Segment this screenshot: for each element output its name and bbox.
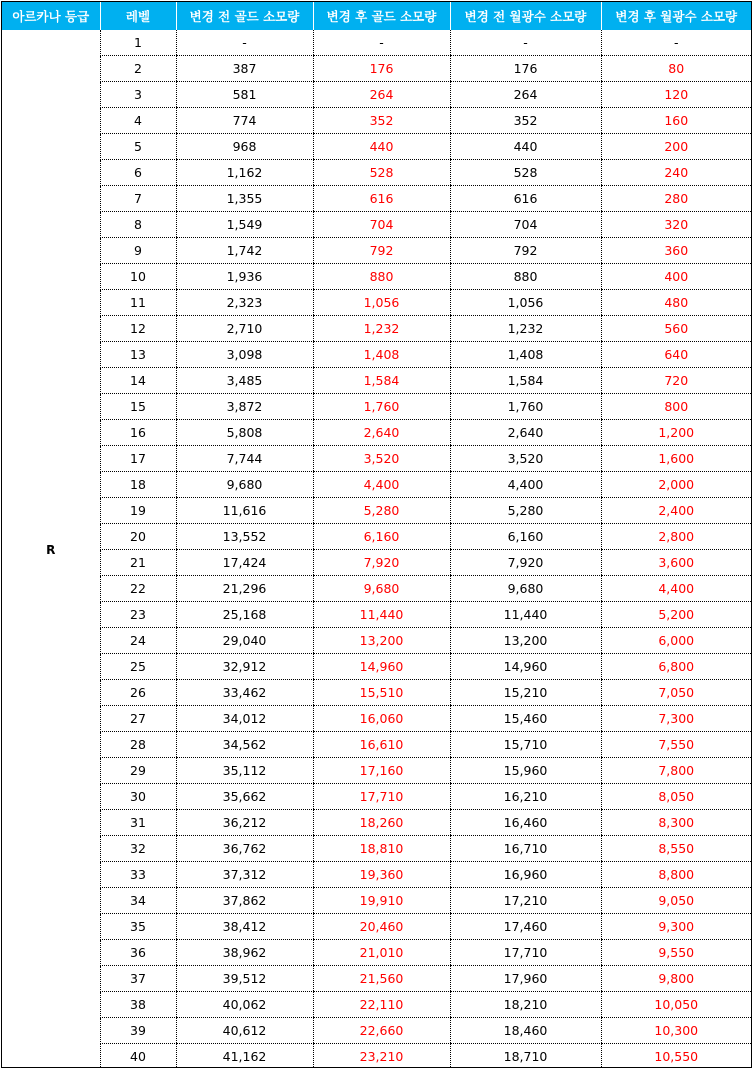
level-cell: 8: [100, 212, 176, 238]
gold-before-cell: 25,168: [176, 602, 313, 628]
moonlight-after-cell: 80: [601, 56, 751, 82]
level-cell: 3: [100, 82, 176, 108]
header-row: [2, 2, 751, 30]
gold-after-cell: 13,200: [313, 628, 450, 654]
level-cell: 22: [100, 576, 176, 602]
gold-after-cell: 22,110: [313, 992, 450, 1018]
level-cell: 31: [100, 810, 176, 836]
gold-after-cell: 21,560: [313, 966, 450, 992]
header-moonlight-before: 변경 전 월광수 소모량: [450, 2, 601, 30]
table-row: [2, 576, 751, 602]
moonlight-before-cell: 1,408: [450, 342, 601, 368]
table-row: [2, 108, 751, 134]
moonlight-before-cell: 352: [450, 108, 601, 134]
moonlight-before-cell: 15,960: [450, 758, 601, 784]
table-row: [2, 394, 751, 420]
moonlight-before-cell: 16,210: [450, 784, 601, 810]
moonlight-after-cell: 200: [601, 134, 751, 160]
table-row: [2, 628, 751, 654]
gold-before-cell: 5,808: [176, 420, 313, 446]
gold-after-cell: 22,660: [313, 1018, 450, 1044]
gold-after-cell: 14,960: [313, 654, 450, 680]
moonlight-before-cell: 2,640: [450, 420, 601, 446]
gold-before-cell: 40,612: [176, 1018, 313, 1044]
gold-before-cell: 37,862: [176, 888, 313, 914]
gold-before-cell: 39,512: [176, 966, 313, 992]
gold-before-cell: 34,562: [176, 732, 313, 758]
moonlight-before-cell: 15,710: [450, 732, 601, 758]
table-row: [2, 472, 751, 498]
moonlight-after-cell: 9,300: [601, 914, 751, 940]
header-moonlight-after: 변경 후 월광수 소모량: [601, 2, 751, 30]
level-cell: 40: [100, 1044, 176, 1069]
gold-before-cell: 38,962: [176, 940, 313, 966]
gold-after-cell: 6,160: [313, 524, 450, 550]
gold-before-cell: 2,710: [176, 316, 313, 342]
table-row: [2, 1018, 751, 1044]
moonlight-after-cell: 7,300: [601, 706, 751, 732]
level-cell: 32: [100, 836, 176, 862]
moonlight-before-cell: 1,232: [450, 316, 601, 342]
level-cell: 34: [100, 888, 176, 914]
gold-after-cell: 1,232: [313, 316, 450, 342]
gold-before-cell: 32,912: [176, 654, 313, 680]
moonlight-before-cell: 17,960: [450, 966, 601, 992]
level-cell: 35: [100, 914, 176, 940]
moonlight-before-cell: 6,160: [450, 524, 601, 550]
gold-before-cell: -: [176, 30, 313, 56]
table-row: [2, 706, 751, 732]
gold-before-cell: 1,936: [176, 264, 313, 290]
gold-after-cell: 21,010: [313, 940, 450, 966]
table-row: [2, 186, 751, 212]
gold-before-cell: 3,098: [176, 342, 313, 368]
gold-after-cell: 616: [313, 186, 450, 212]
moonlight-before-cell: -: [450, 30, 601, 56]
moonlight-before-cell: 528: [450, 160, 601, 186]
table-body: [2, 30, 751, 1068]
gold-after-cell: 23,210: [313, 1044, 450, 1069]
moonlight-before-cell: 3,520: [450, 446, 601, 472]
moonlight-after-cell: 560: [601, 316, 751, 342]
moonlight-after-cell: 7,050: [601, 680, 751, 706]
moonlight-before-cell: 1,760: [450, 394, 601, 420]
level-cell: 30: [100, 784, 176, 810]
gold-after-cell: 1,408: [313, 342, 450, 368]
table-row: [2, 342, 751, 368]
moonlight-after-cell: 240: [601, 160, 751, 186]
header-gold-after: 변경 후 골드 소모량: [313, 2, 450, 30]
moonlight-before-cell: 17,210: [450, 888, 601, 914]
table-row: [2, 810, 751, 836]
table-row: [2, 758, 751, 784]
level-cell: 16: [100, 420, 176, 446]
table-row: [2, 654, 751, 680]
moonlight-after-cell: 1,200: [601, 420, 751, 446]
level-cell: 13: [100, 342, 176, 368]
moonlight-before-cell: 176: [450, 56, 601, 82]
gold-before-cell: 1,162: [176, 160, 313, 186]
gold-before-cell: 38,412: [176, 914, 313, 940]
moonlight-after-cell: 3,600: [601, 550, 751, 576]
moonlight-before-cell: 792: [450, 238, 601, 264]
moonlight-after-cell: 320: [601, 212, 751, 238]
table-row: [2, 680, 751, 706]
table-row: [2, 524, 751, 550]
level-cell: 19: [100, 498, 176, 524]
table-row: [2, 862, 751, 888]
moonlight-after-cell: 2,000: [601, 472, 751, 498]
header-level: 레벨: [100, 2, 176, 30]
moonlight-after-cell: 2,400: [601, 498, 751, 524]
moonlight-after-cell: 10,050: [601, 992, 751, 1018]
moonlight-after-cell: 120: [601, 82, 751, 108]
gold-before-cell: 7,744: [176, 446, 313, 472]
table-row: [2, 888, 751, 914]
gold-before-cell: 37,312: [176, 862, 313, 888]
level-cell: 4: [100, 108, 176, 134]
gold-before-cell: 3,485: [176, 368, 313, 394]
moonlight-after-cell: 8,550: [601, 836, 751, 862]
level-cell: 1: [100, 30, 176, 56]
level-cell: 14: [100, 368, 176, 394]
level-cell: 12: [100, 316, 176, 342]
level-cell: 20: [100, 524, 176, 550]
moonlight-before-cell: 1,584: [450, 368, 601, 394]
moonlight-before-cell: 1,056: [450, 290, 601, 316]
gold-after-cell: 16,060: [313, 706, 450, 732]
table-row: [2, 550, 751, 576]
table-row: [2, 940, 751, 966]
level-cell: 38: [100, 992, 176, 1018]
moonlight-after-cell: 160: [601, 108, 751, 134]
gold-after-cell: 5,280: [313, 498, 450, 524]
gold-after-cell: 792: [313, 238, 450, 264]
moonlight-before-cell: 4,400: [450, 472, 601, 498]
level-cell: 23: [100, 602, 176, 628]
arcana-grade-cell: R: [46, 542, 56, 557]
table-row: [2, 264, 751, 290]
moonlight-before-cell: 16,710: [450, 836, 601, 862]
level-cell: 27: [100, 706, 176, 732]
moonlight-after-cell: 400: [601, 264, 751, 290]
moonlight-after-cell: 360: [601, 238, 751, 264]
level-cell: 15: [100, 394, 176, 420]
gold-after-cell: 3,520: [313, 446, 450, 472]
table-row: [2, 914, 751, 940]
moonlight-after-cell: 10,300: [601, 1018, 751, 1044]
gold-after-cell: 9,680: [313, 576, 450, 602]
gold-after-cell: 17,160: [313, 758, 450, 784]
level-cell: 37: [100, 966, 176, 992]
table-row: [2, 784, 751, 810]
gold-after-cell: 18,260: [313, 810, 450, 836]
table-row: [2, 368, 751, 394]
table-row: [2, 420, 751, 446]
header-arcana-grade: 아르카나 등급: [2, 2, 100, 30]
gold-after-cell: 1,584: [313, 368, 450, 394]
moonlight-after-cell: 8,050: [601, 784, 751, 810]
moonlight-after-cell: 9,800: [601, 966, 751, 992]
level-cell: 6: [100, 160, 176, 186]
gold-after-cell: 2,640: [313, 420, 450, 446]
gold-after-cell: 352: [313, 108, 450, 134]
gold-after-cell: 18,810: [313, 836, 450, 862]
table-row: [2, 498, 751, 524]
gold-before-cell: 1,742: [176, 238, 313, 264]
gold-before-cell: 33,462: [176, 680, 313, 706]
moonlight-after-cell: -: [601, 30, 751, 56]
table-row: [2, 82, 751, 108]
moonlight-before-cell: 11,440: [450, 602, 601, 628]
gold-before-cell: 2,323: [176, 290, 313, 316]
gold-before-cell: 36,212: [176, 810, 313, 836]
gold-before-cell: 774: [176, 108, 313, 134]
moonlight-before-cell: 16,960: [450, 862, 601, 888]
moonlight-after-cell: 6,800: [601, 654, 751, 680]
gold-after-cell: 704: [313, 212, 450, 238]
level-cell: 21: [100, 550, 176, 576]
header-gold-before: 변경 전 골드 소모량: [176, 2, 313, 30]
moonlight-before-cell: 5,280: [450, 498, 601, 524]
moonlight-before-cell: 15,210: [450, 680, 601, 706]
gold-after-cell: 1,760: [313, 394, 450, 420]
level-cell: 39: [100, 1018, 176, 1044]
moonlight-after-cell: 9,550: [601, 940, 751, 966]
gold-before-cell: 3,872: [176, 394, 313, 420]
level-cell: 5: [100, 134, 176, 160]
moonlight-after-cell: 7,550: [601, 732, 751, 758]
moonlight-after-cell: 8,300: [601, 810, 751, 836]
moonlight-after-cell: 2,800: [601, 524, 751, 550]
moonlight-after-cell: 800: [601, 394, 751, 420]
table-row: [2, 290, 751, 316]
gold-after-cell: 176: [313, 56, 450, 82]
table-row: [2, 212, 751, 238]
gold-before-cell: 21,296: [176, 576, 313, 602]
level-cell: 11: [100, 290, 176, 316]
moonlight-before-cell: 264: [450, 82, 601, 108]
gold-before-cell: 13,552: [176, 524, 313, 550]
moonlight-before-cell: 9,680: [450, 576, 601, 602]
arcana-cost-table: [2, 2, 751, 1068]
gold-before-cell: 35,662: [176, 784, 313, 810]
gold-before-cell: 35,112: [176, 758, 313, 784]
table-row: [2, 30, 751, 56]
moonlight-after-cell: 1,600: [601, 446, 751, 472]
moonlight-before-cell: 17,460: [450, 914, 601, 940]
table-row: [2, 238, 751, 264]
moonlight-after-cell: 10,550: [601, 1044, 751, 1069]
gold-before-cell: 17,424: [176, 550, 313, 576]
moonlight-after-cell: 6,000: [601, 628, 751, 654]
gold-before-cell: 34,012: [176, 706, 313, 732]
moonlight-before-cell: 7,920: [450, 550, 601, 576]
moonlight-after-cell: 640: [601, 342, 751, 368]
table-row: [2, 134, 751, 160]
moonlight-before-cell: 14,960: [450, 654, 601, 680]
level-cell: 33: [100, 862, 176, 888]
moonlight-before-cell: 440: [450, 134, 601, 160]
moonlight-before-cell: 17,710: [450, 940, 601, 966]
gold-before-cell: 41,162: [176, 1044, 313, 1069]
level-cell: 9: [100, 238, 176, 264]
moonlight-before-cell: 18,210: [450, 992, 601, 1018]
gold-after-cell: 19,910: [313, 888, 450, 914]
table-row: [2, 316, 751, 342]
moonlight-before-cell: 16,460: [450, 810, 601, 836]
gold-after-cell: 11,440: [313, 602, 450, 628]
gold-before-cell: 1,549: [176, 212, 313, 238]
cost-table-container: [1, 1, 752, 1068]
gold-before-cell: 29,040: [176, 628, 313, 654]
level-cell: 7: [100, 186, 176, 212]
moonlight-after-cell: 4,400: [601, 576, 751, 602]
level-cell: 36: [100, 940, 176, 966]
moonlight-after-cell: 8,800: [601, 862, 751, 888]
moonlight-after-cell: 720: [601, 368, 751, 394]
table-row: [2, 992, 751, 1018]
gold-before-cell: 40,062: [176, 992, 313, 1018]
gold-before-cell: 1,355: [176, 186, 313, 212]
level-cell: 2: [100, 56, 176, 82]
moonlight-after-cell: 5,200: [601, 602, 751, 628]
moonlight-before-cell: 704: [450, 212, 601, 238]
level-cell: 26: [100, 680, 176, 706]
table-row: [2, 160, 751, 186]
gold-before-cell: 9,680: [176, 472, 313, 498]
moonlight-after-cell: 480: [601, 290, 751, 316]
gold-after-cell: 4,400: [313, 472, 450, 498]
gold-after-cell: 880: [313, 264, 450, 290]
moonlight-after-cell: 280: [601, 186, 751, 212]
gold-before-cell: 36,762: [176, 836, 313, 862]
gold-after-cell: 1,056: [313, 290, 450, 316]
gold-after-cell: 17,710: [313, 784, 450, 810]
moonlight-before-cell: 18,710: [450, 1044, 601, 1069]
moonlight-after-cell: 7,800: [601, 758, 751, 784]
gold-after-cell: 20,460: [313, 914, 450, 940]
moonlight-before-cell: 616: [450, 186, 601, 212]
gold-after-cell: 16,610: [313, 732, 450, 758]
gold-after-cell: 264: [313, 82, 450, 108]
table-row: [2, 602, 751, 628]
table-row: [2, 446, 751, 472]
table-row: [2, 966, 751, 992]
gold-after-cell: -: [313, 30, 450, 56]
moonlight-before-cell: 13,200: [450, 628, 601, 654]
gold-after-cell: 15,510: [313, 680, 450, 706]
level-cell: 24: [100, 628, 176, 654]
gold-after-cell: 19,360: [313, 862, 450, 888]
moonlight-before-cell: 18,460: [450, 1018, 601, 1044]
table-row: [2, 56, 751, 82]
gold-after-cell: 528: [313, 160, 450, 186]
gold-after-cell: 7,920: [313, 550, 450, 576]
gold-before-cell: 11,616: [176, 498, 313, 524]
table-row: [2, 1044, 751, 1069]
table-row: [2, 836, 751, 862]
level-cell: 29: [100, 758, 176, 784]
moonlight-before-cell: 15,460: [450, 706, 601, 732]
table-row: [2, 732, 751, 758]
gold-before-cell: 387: [176, 56, 313, 82]
level-cell: 17: [100, 446, 176, 472]
level-cell: 18: [100, 472, 176, 498]
gold-after-cell: 440: [313, 134, 450, 160]
moonlight-before-cell: 880: [450, 264, 601, 290]
gold-before-cell: 581: [176, 82, 313, 108]
moonlight-after-cell: 9,050: [601, 888, 751, 914]
level-cell: 25: [100, 654, 176, 680]
level-cell: 10: [100, 264, 176, 290]
gold-before-cell: 968: [176, 134, 313, 160]
level-cell: 28: [100, 732, 176, 758]
